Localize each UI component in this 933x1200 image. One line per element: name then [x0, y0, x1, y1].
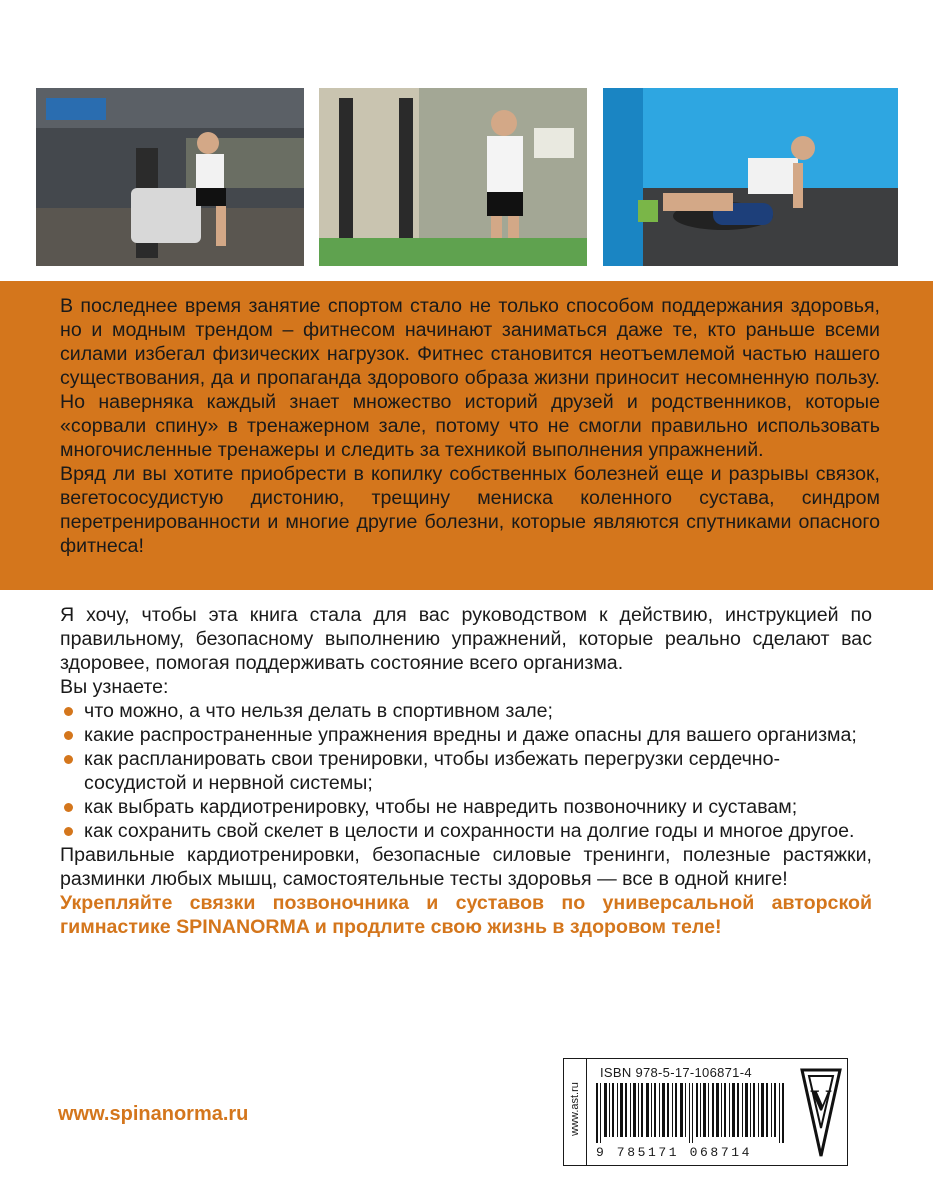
- bullet-dot-icon: [64, 803, 73, 812]
- list-item: как выбрать кардиотренировку, чтобы не навредить позвоночнику и суставам;: [60, 795, 872, 819]
- intro-paragraph: Я хочу, чтобы эта книга стала для вас руководством к действию, инструкцией по правильному, безопасному выполнению упражнений, которые реально сделают вас здоровее, помогая поддерживать состояние всего организма.: [60, 604, 872, 674]
- body-text: [60, 603, 872, 939]
- foam-roller-photo: [603, 88, 898, 266]
- list-item: как сохранить свой скелет в целости и сохранности на долгие годы и многое другое.: [60, 819, 872, 843]
- lead-line: Вы узнаете:: [60, 676, 169, 698]
- band-paragraph-1: В последнее время занятие спортом стало не только способом поддержания здоровья, но и модным трендом – фитнесом начинают заниматься даже те, кто раньше всеми силами избегал физических нагрузок. Фитнес становится неотъемлемой частью нашего существования, да и пропаганда здорового образа жизни приносит несомненную пользу. Но наверняка каждый знает множество историй друзей и родственников, которые «сорвали спину» в тренажерном зале, потому что не смогли правильно использовать многочисленные тренажеры и следить за техникой выполнения упражнений.: [60, 295, 880, 461]
- cable-machine-photo: [319, 88, 587, 266]
- barcode-digits: 9 785171 068714: [596, 1145, 753, 1160]
- bullet-list: [60, 699, 872, 843]
- isbn-label: ISBN 978-5-17-106871-4: [600, 1065, 752, 1080]
- barcode-bars: [594, 1083, 794, 1143]
- side-url: www.ast.ru: [564, 1059, 587, 1165]
- publisher-logo-icon: [800, 1066, 842, 1158]
- svg-text:V: V: [810, 1084, 832, 1117]
- list-item: как распланировать свои тренировки, чтобы избежать перегрузки сердечно-сосудистой и нервной системы;: [60, 747, 872, 795]
- bullet-dot-icon: [64, 731, 73, 740]
- bullet-dot-icon: [64, 755, 73, 764]
- bullet-dot-icon: [64, 707, 73, 716]
- band-text: [60, 294, 880, 558]
- list-item: что можно, а что нельзя делать в спортивном зале;: [60, 699, 872, 723]
- list-item: какие распространенные упражнения вредны и даже опасны для вашего организма;: [60, 723, 872, 747]
- cta-paragraph: Укрепляйте связки позвоночника и суставов по универсальной авторской гимнастике SPINANORMA и продлите свою жизнь в здоровом теле!: [60, 892, 872, 938]
- gym-exercise-bike-photo: [36, 88, 304, 266]
- band-paragraph-2: Вряд ли вы хотите приобрести в копилку собственных болезней еще и разрывы связок, вегетососудистую дистонию, трещину мениска коленного сустава, синдром перетренированности и многие другие болезни, которые являются спутниками опасного фитнеса!: [60, 463, 880, 557]
- summary-paragraph: Правильные кардиотренировки, безопасные силовые тренинги, полезные растяжки, разминки любых мышц, самостоятельные тесты здоровья — все в одной книге!: [60, 844, 872, 890]
- bullet-dot-icon: [64, 827, 73, 836]
- website-link[interactable]: www.spinanorma.ru: [58, 1103, 249, 1125]
